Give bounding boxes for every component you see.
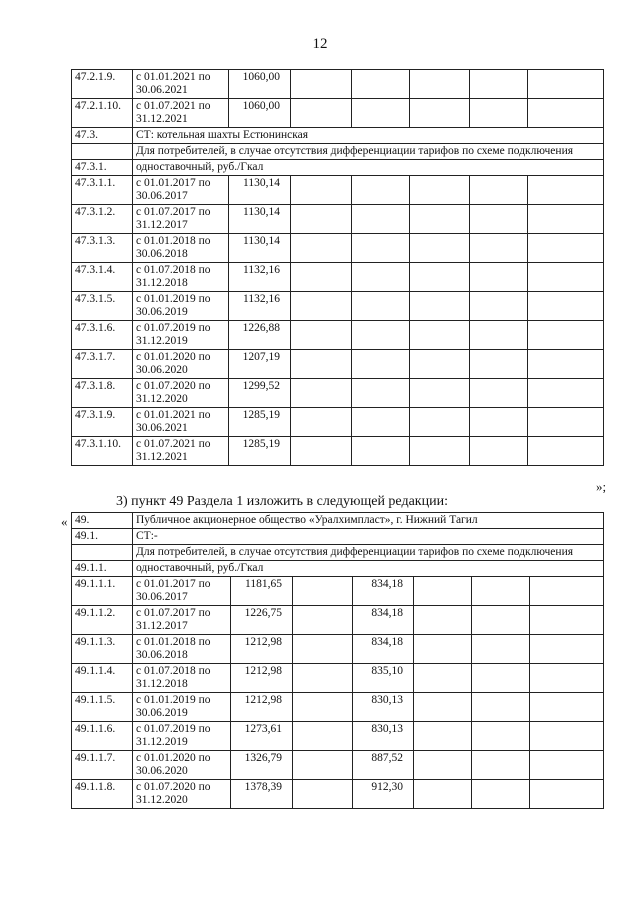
empty-cell <box>472 577 530 606</box>
period-cell <box>133 437 229 466</box>
table-row <box>72 606 604 635</box>
empty-cell <box>530 780 604 809</box>
empty-cell <box>472 722 530 751</box>
period-cell <box>133 693 231 722</box>
period-cell <box>133 205 229 234</box>
empty-cell <box>410 292 470 321</box>
table-row <box>72 751 604 780</box>
table-row <box>72 513 604 529</box>
empty-cell <box>414 577 472 606</box>
table-row <box>72 99 604 128</box>
empty-cell <box>293 751 353 780</box>
empty-cell <box>414 722 472 751</box>
tariff-value-2: 834,18 <box>353 577 414 606</box>
tariff-value: 1299,52 <box>229 379 291 408</box>
period-cell <box>133 292 229 321</box>
period-from: с 01.07.2020 по <box>136 781 211 793</box>
empty-cell <box>410 408 470 437</box>
opening-quote-mark: « <box>61 514 68 529</box>
empty-cell <box>528 70 604 99</box>
tariff-value: 1130,14 <box>229 176 291 205</box>
empty-cell <box>293 780 353 809</box>
row-code: 47.3.1. <box>72 160 133 176</box>
period-from: с 01.01.2020 по <box>136 351 211 363</box>
row-code <box>72 144 133 160</box>
empty-cell <box>291 437 352 466</box>
section-header-47-3 <box>72 128 604 176</box>
tariff-value: 1326,79 <box>231 751 293 780</box>
period-to: 30.06.2018 <box>136 248 188 260</box>
row-code: 47.2.1.9. <box>72 70 133 99</box>
row-code: 47.3.1.9. <box>72 408 133 437</box>
period-to: 31.12.2018 <box>136 277 188 289</box>
empty-cell <box>291 99 352 128</box>
tariff-table-49 <box>71 512 604 809</box>
empty-cell <box>472 693 530 722</box>
row-code: 49.1.1.1. <box>72 577 133 606</box>
section-title: СТ: котельная шахты Естюнинская <box>133 128 604 144</box>
period-cell <box>133 234 229 263</box>
tariff-table-47 <box>71 69 604 466</box>
period-cell <box>133 263 229 292</box>
table-row <box>72 321 604 350</box>
empty-cell <box>293 664 353 693</box>
table-row <box>72 664 604 693</box>
tariff-value: 1212,98 <box>231 664 293 693</box>
table-row <box>72 577 604 606</box>
empty-cell <box>528 379 604 408</box>
row-code: 49. <box>72 513 133 529</box>
empty-cell <box>293 577 353 606</box>
tariff-value: 1212,98 <box>231 693 293 722</box>
empty-cell <box>530 693 604 722</box>
empty-cell <box>528 292 604 321</box>
period-cell <box>133 408 229 437</box>
empty-cell <box>530 722 604 751</box>
row-code: 47.3.1.3. <box>72 234 133 263</box>
empty-cell <box>293 635 353 664</box>
period-to: 31.12.2021 <box>136 451 188 463</box>
empty-cell <box>352 205 410 234</box>
empty-cell <box>414 751 472 780</box>
empty-cell <box>410 437 470 466</box>
period-to: 31.12.2021 <box>136 113 188 125</box>
empty-cell <box>410 99 470 128</box>
empty-cell <box>528 205 604 234</box>
period-to: 30.06.2020 <box>136 765 188 777</box>
row-code: 47.3.1.10. <box>72 437 133 466</box>
empty-cell <box>410 379 470 408</box>
empty-cell <box>528 263 604 292</box>
period-from: с 01.07.2021 по <box>136 438 211 450</box>
rate-label: одноставочный, руб./Гкал <box>133 561 604 577</box>
row-code: 47.3.1.1. <box>72 176 133 205</box>
consumers-text: Для потребителей, в случае отсутствия дифференциации тарифов по схеме подключения <box>133 144 604 160</box>
tariff-value-2: 887,52 <box>353 751 414 780</box>
empty-cell <box>291 379 352 408</box>
row-code <box>72 545 133 561</box>
table-row <box>72 176 604 205</box>
row-code: 49.1.1.3. <box>72 635 133 664</box>
empty-cell <box>352 321 410 350</box>
row-code: 49.1.1.8. <box>72 780 133 809</box>
period-from: с 01.07.2019 по <box>136 322 211 334</box>
empty-cell <box>528 176 604 205</box>
empty-cell <box>291 350 352 379</box>
tariff-value: 1273,61 <box>231 722 293 751</box>
empty-cell <box>414 693 472 722</box>
table-row <box>72 144 604 160</box>
period-from: с 01.07.2018 по <box>136 264 211 276</box>
tariff-value-2: 835,10 <box>353 664 414 693</box>
period-cell <box>133 635 231 664</box>
empty-cell <box>528 350 604 379</box>
empty-cell <box>410 263 470 292</box>
period-cell <box>133 577 231 606</box>
empty-cell <box>414 606 472 635</box>
period-from: с 01.07.2021 по <box>136 100 211 112</box>
empty-cell <box>470 379 528 408</box>
row-code: 47.3.1.7. <box>72 350 133 379</box>
empty-cell <box>470 176 528 205</box>
period-from: с 01.01.2017 по <box>136 578 211 590</box>
table-row <box>72 205 604 234</box>
empty-cell <box>528 321 604 350</box>
table-row <box>72 545 604 561</box>
empty-cell <box>291 263 352 292</box>
rate-label: одноставочный, руб./Гкал <box>133 160 604 176</box>
tariff-value-2: 912,30 <box>353 780 414 809</box>
empty-cell <box>530 606 604 635</box>
empty-cell <box>470 437 528 466</box>
row-code: 47.3.1.2. <box>72 205 133 234</box>
row-code: 47.3.1.8. <box>72 379 133 408</box>
period-cell <box>133 176 229 205</box>
period-from: с 01.01.2021 по <box>136 71 211 83</box>
empty-cell <box>530 635 604 664</box>
period-cell <box>133 722 231 751</box>
tariff-value: 1378,39 <box>231 780 293 809</box>
table-row <box>72 693 604 722</box>
period-to: 31.12.2019 <box>136 335 188 347</box>
page-number: 12 <box>312 36 328 52</box>
period-cell <box>133 379 229 408</box>
table-row <box>72 722 604 751</box>
empty-cell <box>291 70 352 99</box>
table-row <box>72 263 604 292</box>
empty-cell <box>528 234 604 263</box>
tariff-value: 1060,00 <box>229 70 291 99</box>
period-to: 31.12.2019 <box>136 736 188 748</box>
tariff-value-2: 830,13 <box>353 693 414 722</box>
empty-cell <box>352 263 410 292</box>
period-from: с 01.07.2020 по <box>136 380 211 392</box>
empty-cell <box>410 350 470 379</box>
period-from: с 01.01.2019 по <box>136 694 211 706</box>
row-code: 49.1.1.4. <box>72 664 133 693</box>
empty-cell <box>293 722 353 751</box>
empty-cell <box>410 205 470 234</box>
empty-cell <box>352 70 410 99</box>
period-to: 30.06.2019 <box>136 306 188 318</box>
tariff-value: 1212,98 <box>231 635 293 664</box>
empty-cell <box>291 176 352 205</box>
tariff-value: 1207,19 <box>229 350 291 379</box>
period-to: 30.06.2017 <box>136 190 188 202</box>
empty-cell <box>472 664 530 693</box>
empty-cell <box>291 234 352 263</box>
tariff-value: 1226,88 <box>229 321 291 350</box>
empty-cell <box>352 408 410 437</box>
period-to: 30.06.2018 <box>136 649 188 661</box>
empty-cell <box>410 234 470 263</box>
consumers-text: Для потребителей, в случае отсутствия дифференциации тарифов по схеме подключения <box>133 545 604 561</box>
period-from: с 01.01.2021 по <box>136 409 211 421</box>
empty-cell <box>352 437 410 466</box>
table-row <box>72 292 604 321</box>
empty-cell <box>291 292 352 321</box>
tariff-value-2: 834,18 <box>353 635 414 664</box>
empty-cell <box>293 606 353 635</box>
empty-cell <box>410 176 470 205</box>
period-cell <box>133 70 229 99</box>
empty-cell <box>470 408 528 437</box>
empty-cell <box>530 577 604 606</box>
table-row <box>72 635 604 664</box>
empty-cell <box>410 70 470 99</box>
empty-cell <box>470 292 528 321</box>
empty-cell <box>528 437 604 466</box>
table-row <box>72 234 604 263</box>
tariff-value-2: 834,18 <box>353 606 414 635</box>
tariff-value: 1285,19 <box>229 437 291 466</box>
empty-cell <box>470 263 528 292</box>
period-from: с 01.01.2017 по <box>136 177 211 189</box>
period-to: 31.12.2017 <box>136 620 188 632</box>
period-cell <box>133 350 229 379</box>
period-from: с 01.07.2017 по <box>136 607 211 619</box>
tariff-value: 1130,14 <box>229 234 291 263</box>
empty-cell <box>293 693 353 722</box>
row-code: 49.1.1.6. <box>72 722 133 751</box>
amendment-heading: 3) пункт 49 Раздела 1 изложить в следующей редакции: <box>116 494 448 509</box>
period-cell <box>133 321 229 350</box>
row-code: 49.1.1.7. <box>72 751 133 780</box>
empty-cell <box>472 751 530 780</box>
period-cell <box>133 99 229 128</box>
period-to: 30.06.2017 <box>136 591 188 603</box>
empty-cell <box>528 408 604 437</box>
table-row <box>72 128 604 144</box>
empty-cell <box>414 780 472 809</box>
closing-quote-mark: »; <box>596 479 607 494</box>
empty-cell <box>470 350 528 379</box>
empty-cell <box>352 350 410 379</box>
table-row <box>72 437 604 466</box>
empty-cell <box>352 292 410 321</box>
row-code: 47.3. <box>72 128 133 144</box>
empty-cell <box>291 321 352 350</box>
empty-cell <box>291 408 352 437</box>
empty-cell <box>530 751 604 780</box>
period-cell <box>133 606 231 635</box>
period-to: 31.12.2017 <box>136 219 188 231</box>
row-code: 49.1. <box>72 529 133 545</box>
section-header-49 <box>72 513 604 577</box>
empty-cell <box>470 321 528 350</box>
period-to: 30.06.2019 <box>136 707 188 719</box>
table-row <box>72 561 604 577</box>
table-row <box>72 529 604 545</box>
empty-cell <box>352 234 410 263</box>
period-from: с 01.01.2019 по <box>136 293 211 305</box>
row-code: 49.1.1. <box>72 561 133 577</box>
tariff-value: 1226,75 <box>231 606 293 635</box>
tariff-value: 1130,14 <box>229 205 291 234</box>
period-from: с 01.07.2019 по <box>136 723 211 735</box>
period-to: 31.12.2018 <box>136 678 188 690</box>
table-row <box>72 350 604 379</box>
period-cell <box>133 751 231 780</box>
tariff-value-2: 830,13 <box>353 722 414 751</box>
row-code: 47.3.1.5. <box>72 292 133 321</box>
empty-cell <box>528 99 604 128</box>
period-cell <box>133 780 231 809</box>
table-row <box>72 379 604 408</box>
empty-cell <box>470 234 528 263</box>
empty-cell <box>414 635 472 664</box>
empty-cell <box>530 664 604 693</box>
empty-cell <box>472 635 530 664</box>
empty-cell <box>472 606 530 635</box>
period-from: с 01.01.2018 по <box>136 235 211 247</box>
period-from: с 01.01.2020 по <box>136 752 211 764</box>
period-to: 30.06.2020 <box>136 364 188 376</box>
period-cell <box>133 664 231 693</box>
tariff-value: 1181,65 <box>231 577 293 606</box>
row-code: 47.3.1.4. <box>72 263 133 292</box>
tariff-value: 1060,00 <box>229 99 291 128</box>
row-code: 47.3.1.6. <box>72 321 133 350</box>
empty-cell <box>352 99 410 128</box>
period-to: 31.12.2020 <box>136 794 188 806</box>
tariff-value: 1132,16 <box>229 292 291 321</box>
row-code: 49.1.1.5. <box>72 693 133 722</box>
row-code: 49.1.1.2. <box>72 606 133 635</box>
period-from: с 01.07.2018 по <box>136 665 211 677</box>
period-from: с 01.01.2018 по <box>136 636 211 648</box>
period-to: 30.06.2021 <box>136 422 188 434</box>
period-to: 30.06.2021 <box>136 84 188 96</box>
empty-cell <box>470 70 528 99</box>
table-row <box>72 70 604 99</box>
empty-cell <box>414 664 472 693</box>
company-name: Публичное акционерное общество «Уралхимпласт», г. Нижний Тагил <box>133 513 604 529</box>
table-row <box>72 408 604 437</box>
empty-cell <box>472 780 530 809</box>
section-title: СТ:- <box>133 529 604 545</box>
tariff-value: 1285,19 <box>229 408 291 437</box>
empty-cell <box>291 205 352 234</box>
empty-cell <box>470 99 528 128</box>
table-row <box>72 160 604 176</box>
empty-cell <box>470 205 528 234</box>
empty-cell <box>352 379 410 408</box>
tariff-value: 1132,16 <box>229 263 291 292</box>
empty-cell <box>410 321 470 350</box>
row-code: 47.2.1.10. <box>72 99 133 128</box>
empty-cell <box>352 176 410 205</box>
table-row <box>72 780 604 809</box>
period-from: с 01.07.2017 по <box>136 206 211 218</box>
period-to: 31.12.2020 <box>136 393 188 405</box>
